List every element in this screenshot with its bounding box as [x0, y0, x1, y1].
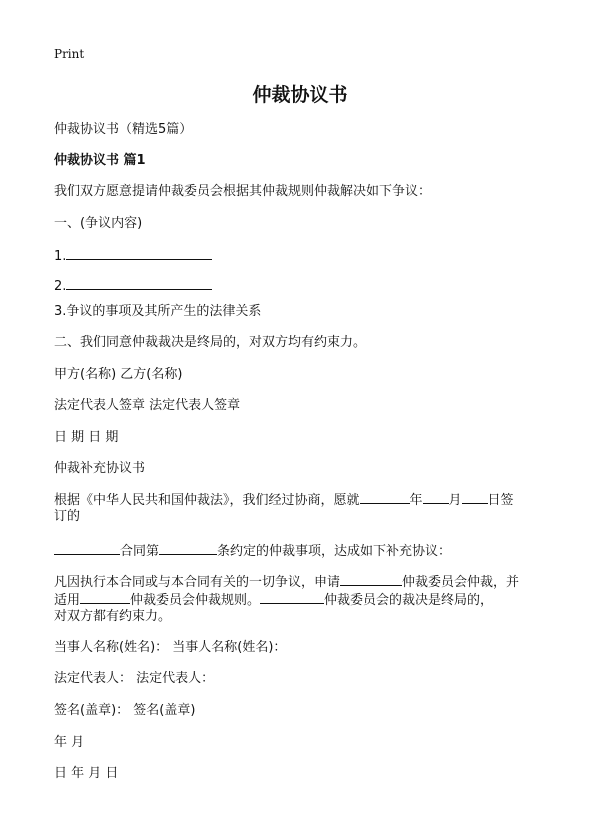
fill-blank: [66, 246, 212, 260]
text-span: 条约定的仲裁事项，达成如下补充协议：: [217, 544, 452, 559]
day-date-line: 日 年 月 日: [54, 766, 119, 781]
fill-blank: [80, 590, 130, 604]
list-item-2: [54, 276, 212, 296]
fill-blank: [340, 572, 402, 586]
text-span: 仲裁委员会的裁决是终局的，: [324, 593, 494, 608]
text-span: 仲裁委员会仲裁规则。: [130, 593, 261, 608]
supplement-heading: 仲裁补充协议书: [54, 461, 146, 476]
text-span: 年: [409, 493, 423, 508]
fill-blank: [159, 541, 217, 555]
fill-blank: [462, 490, 488, 504]
text-span: 合同第: [120, 544, 160, 559]
paragraph-dispute-content: 一、(争议内容): [54, 216, 143, 231]
print-label: Print: [54, 47, 85, 61]
document-title: 仲裁协议书: [252, 84, 348, 106]
paragraph-contract-clause: [54, 541, 451, 561]
paragraph-intro: 我们双方愿意提请仲裁委员会根据其仲裁规则仲裁解决如下争议：: [54, 184, 432, 199]
list-item-3: 3.争议的事项及其所产生的法律关系: [54, 304, 262, 319]
party-names: 甲方(名称) 乙方(名称): [54, 367, 183, 382]
text-span: 月: [448, 493, 462, 508]
fill-blank: [423, 490, 449, 504]
paragraph-dispute-scope: [54, 572, 519, 592]
fill-blank: [260, 590, 324, 604]
signature-fields: 签名(盖章)： 签名(盖章): [54, 703, 196, 718]
representative-signatures: 法定代表人签章 法定代表人签章: [54, 398, 241, 413]
text-span: 凡因执行本合同或与本合同有关的一切争议，申请: [54, 575, 341, 590]
date-line: 日 期 日 期: [54, 430, 119, 445]
year-month-line: 年 月: [54, 735, 85, 750]
section-heading: 仲裁协议书 篇1: [54, 153, 146, 168]
fill-blank: [360, 490, 410, 504]
text-span: 适用: [54, 593, 81, 608]
paragraph-final-ruling: 二、我们同意仲裁裁决是终局的，对双方均有约束力。: [54, 335, 367, 350]
legal-representative-fields: 法定代表人： 法定代表人：: [54, 671, 215, 686]
party-name-fields: 当事人名称(姓名)： 当事人名称(姓名)：: [54, 640, 287, 655]
paragraph-dispute-scope-cont: [54, 590, 493, 610]
paragraph-arbitration-law-cont: 订的: [54, 509, 81, 524]
list-item-2-number: 2.: [54, 279, 67, 294]
list-item-1-number: 1.: [54, 249, 67, 264]
paragraph-arbitration-law: [54, 490, 514, 510]
text-span: 仲裁委员会仲裁，并: [402, 575, 520, 590]
fill-blank: [66, 276, 212, 290]
list-item-1: [54, 246, 212, 266]
text-span: 根据《中华人民共和国仲裁法》，我们经过协商，愿就: [54, 493, 360, 508]
fill-blank: [54, 541, 120, 555]
paragraph-dispute-scope-end: 对双方都有约束力。: [54, 609, 172, 624]
document-subtitle: 仲裁协议书（精选5篇）: [54, 122, 193, 137]
text-span: 日签: [487, 493, 514, 508]
